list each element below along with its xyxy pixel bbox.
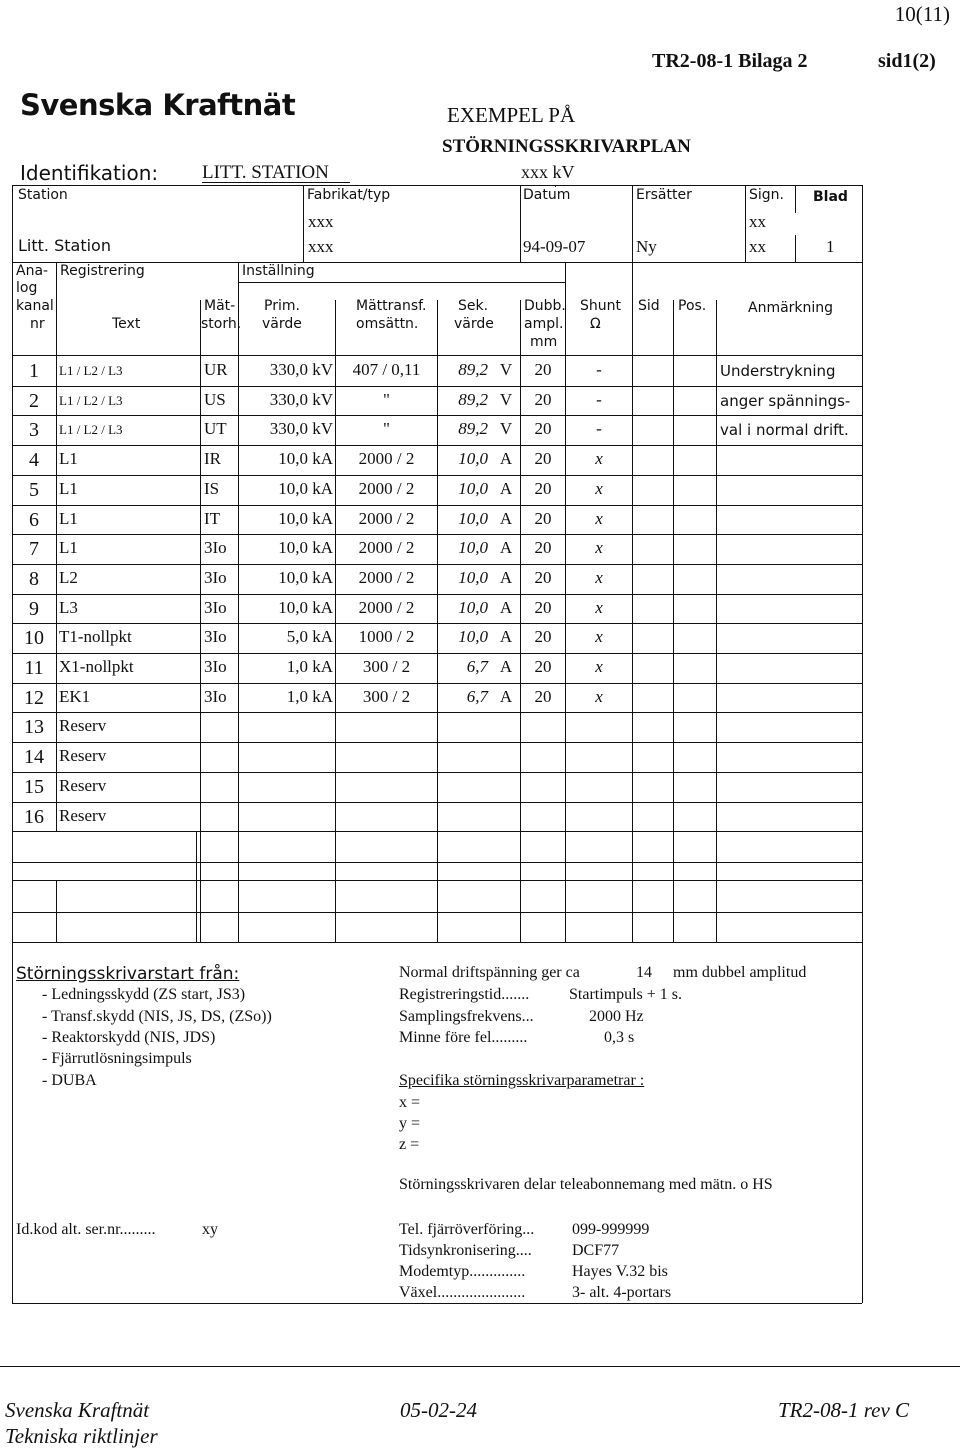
row-text: L1 / L2 / L3 [59, 392, 123, 408]
row-dubb-ampl: 20 [534, 627, 552, 647]
brand-logo-text: Svenska Kraftnät [20, 88, 296, 122]
row-primvarde: 10,0 kA [278, 508, 333, 528]
kanal-header: kanal [16, 298, 54, 314]
row-divider [12, 683, 862, 684]
row-primvarde: 1,0 kA [286, 657, 333, 676]
sampling-value: 2000 Hz [589, 1008, 644, 1025]
row-unit: A [499, 567, 513, 587]
row-number: 10 [24, 627, 44, 650]
row-sekvarde: 6,7 [466, 657, 488, 676]
fabrikat-value-1: xxx [308, 212, 334, 231]
row-primvarde: 10,0 kA [278, 567, 333, 587]
row-dubb-ampl: 20 [534, 478, 552, 498]
nr-header: nr [30, 316, 45, 332]
tidsynk-value: DCF77 [572, 1242, 620, 1259]
row-number: 7 [29, 538, 39, 561]
fabrikat-value-2: xxx [308, 237, 334, 256]
row-primvarde: 330,0 kV [269, 389, 333, 409]
blad-header: Blad [813, 189, 848, 205]
matstorhet-header-2: storh. [201, 316, 242, 332]
text-header: Text [112, 316, 141, 332]
normal-unit: mm dubbel amplitud [673, 964, 807, 981]
row-omsattning: 407 / 0,11 [352, 360, 421, 379]
sheet-number: sid1(2) [878, 50, 936, 72]
row-matstorhet: IS [204, 478, 220, 498]
regtid-value: Startimpuls + 1 s. [569, 986, 683, 1003]
row-text: Reserv [59, 775, 107, 795]
dubb-header-3: mm [530, 334, 558, 350]
installning-header: Inställning [242, 263, 315, 279]
row-unit: A [499, 449, 513, 469]
sekvarde-header-1: Sek. [458, 298, 489, 314]
row-matstorhet: 3Io [204, 538, 227, 558]
row-text: L1 [59, 508, 78, 528]
footer-guidelines: Tekniska riktlinjer [5, 1424, 158, 1448]
row-shunt: x [595, 478, 603, 498]
row-matstorhet: 3Io [204, 597, 227, 617]
identification-value: LITT. STATION [202, 162, 329, 183]
sign-value-1: xx [749, 212, 766, 231]
row-dubb-ampl: 20 [534, 389, 552, 409]
row-unit: A [499, 538, 513, 558]
modem-label: Modemtyp.............. [399, 1263, 526, 1280]
row-note: Understrykning [720, 362, 836, 380]
tel-label: Tel. fjärröverföring... [399, 1221, 535, 1238]
row-unit: A [499, 627, 513, 647]
row-text: L1 / L2 / L3 [59, 363, 123, 378]
row-primvarde: 330,0 kV [269, 419, 333, 439]
document-reference: TR2-08-1 Bilaga 2 [652, 50, 808, 72]
row-matstorhet: IT [204, 508, 221, 528]
row-shunt: x [595, 449, 603, 469]
row-divider [12, 772, 862, 773]
row-number: 4 [29, 449, 39, 472]
row-number: 1 [29, 360, 39, 382]
row-sekvarde: 10,0 [458, 508, 488, 528]
row-text: Reserv [59, 716, 107, 736]
row-matstorhet: 3Io [204, 627, 227, 647]
blad-value: 1 [826, 237, 835, 256]
row-sekvarde: 10,0 [458, 478, 488, 498]
row-divider [12, 742, 862, 743]
row-sekvarde: 10,0 [458, 597, 488, 617]
start-item-1: - Ledningsskydd (ZS start, JS3) [42, 986, 246, 1003]
row-matstorhet: UT [204, 419, 227, 439]
row-shunt: x [595, 657, 603, 676]
row-omsattning: 2000 / 2 [358, 597, 415, 617]
analog-header-2: log [16, 280, 38, 296]
mattransf-header-1: Mättransf. [356, 298, 427, 314]
row-sekvarde: 89,2 [458, 389, 488, 409]
row-matstorhet: IR [204, 449, 221, 469]
row-divider [12, 564, 862, 565]
fabrikat-header: Fabrikat/typ [307, 187, 391, 203]
row-primvarde: 10,0 kA [278, 538, 333, 558]
row-text: L2 [59, 567, 78, 587]
footer-rule [0, 1366, 960, 1367]
row-omsattning: 1000 / 2 [358, 627, 415, 647]
row-text: L1 [59, 449, 78, 469]
page-number: 10(11) [894, 2, 950, 26]
row-dubb-ampl: 20 [534, 686, 552, 706]
start-item-2: - Transf.skydd (NIS, JS, DS, (ZSo)) [42, 1008, 272, 1025]
minne-value: 0,3 s [604, 1029, 635, 1046]
footer-revision: TR2-08-1 rev C [778, 1398, 910, 1422]
row-text: Reserv [59, 746, 107, 766]
row-shunt: x [595, 538, 603, 558]
row-omsattning: 2000 / 2 [358, 508, 415, 528]
row-shunt: x [595, 508, 603, 528]
row-sekvarde: 10,0 [458, 627, 488, 647]
row-shunt: - [596, 360, 602, 379]
row-number: 6 [29, 508, 39, 531]
row-primvarde: 330,0 kV [269, 360, 333, 379]
row-sekvarde: 10,0 [458, 449, 488, 469]
row-text: T1-nollpkt [59, 627, 132, 647]
identification-label: Identifikation: [20, 161, 159, 185]
vaxel-label: Växel...................... [399, 1284, 526, 1301]
row-unit: A [499, 657, 513, 676]
row-text: L3 [59, 597, 78, 617]
row-unit: A [499, 478, 513, 498]
row-number: 13 [24, 716, 44, 739]
datum-value: 94-09-07 [523, 237, 586, 256]
row-number: 12 [24, 686, 44, 709]
example-title-line1: EXEMPEL PÅ [447, 103, 576, 127]
row-number: 9 [29, 597, 39, 620]
row-omsattning: 2000 / 2 [358, 478, 415, 498]
row-omsattning: 2000 / 2 [358, 449, 415, 469]
empty-row-divider [12, 880, 862, 881]
pos-header: Pos. [678, 298, 707, 314]
row-text: L1 / L2 / L3 [59, 422, 123, 438]
station-header: Station [18, 187, 68, 203]
dubb-header-1: Dubb. [524, 298, 566, 314]
row-divider [12, 505, 862, 506]
shunt-header-2: Ω [590, 316, 601, 332]
idkod-value: xy [202, 1221, 218, 1238]
sign-value-2: xx [749, 237, 766, 256]
row-dubb-ampl: 20 [534, 567, 552, 587]
row-number: 8 [29, 567, 39, 590]
modem-value: Hayes V.32 bis [572, 1263, 668, 1280]
tel-value: 099-999999 [572, 1221, 650, 1238]
row-number: 5 [29, 478, 39, 501]
row-dubb-ampl: 20 [534, 508, 552, 528]
row-dubb-ampl: 20 [534, 360, 552, 379]
row-note: anger spännings- [720, 391, 851, 410]
dubb-header-2: ampl. [524, 316, 564, 332]
anmarkning-header: Anmärkning [748, 300, 834, 316]
row-matstorhet: 3Io [204, 657, 227, 676]
registrering-header: Registrering [60, 263, 145, 279]
row-number: 16 [24, 805, 44, 828]
row-omsattning: 300 / 2 [362, 686, 411, 706]
row-divider [12, 653, 862, 654]
start-item-4: - Fjärrutlösningsimpuls [42, 1050, 192, 1067]
row-divider [12, 712, 862, 713]
row-primvarde: 5,0 kA [286, 627, 333, 647]
row-omsattning: " [383, 419, 390, 439]
spec-title: Specifika störningsskrivarparametrar : [399, 1072, 645, 1089]
row-unit: A [499, 508, 513, 528]
row-divider [12, 534, 862, 535]
minne-label: Minne före fel......... [399, 1029, 528, 1046]
row-text: EK1 [59, 686, 91, 706]
sign-header: Sign. [749, 187, 784, 203]
row-matstorhet: US [204, 389, 226, 409]
param-z: z = [399, 1136, 420, 1153]
row-unit: A [499, 597, 513, 617]
row-shunt: x [595, 567, 603, 587]
row-number: 2 [29, 389, 39, 412]
empty-row-divider [12, 912, 862, 913]
empty-row-divider [12, 862, 862, 863]
row-omsattning: " [383, 389, 390, 409]
param-x: x = [399, 1094, 421, 1111]
param-y: y = [399, 1115, 421, 1132]
ersatter-header: Ersätter [636, 187, 692, 203]
primvarde-header-1: Prim. [264, 298, 300, 314]
row-matstorhet: UR [204, 360, 228, 379]
row-dubb-ampl: 20 [534, 449, 552, 469]
sampling-label: Samplingsfrekvens... [399, 1008, 534, 1025]
sid-header: Sid [638, 298, 660, 314]
datum-header: Datum [523, 187, 571, 203]
row-omsattning: 2000 / 2 [358, 567, 415, 587]
row-sekvarde: 10,0 [458, 567, 488, 587]
row-divider [12, 594, 862, 595]
row-text: Reserv [59, 805, 107, 825]
normal-value: 14 [636, 964, 652, 981]
footer-date: 05-02-24 [400, 1398, 477, 1422]
start-item-5: - DUBA [42, 1072, 97, 1089]
row-sekvarde: 10,0 [458, 538, 488, 558]
row-primvarde: 10,0 kA [278, 449, 333, 469]
litt-station-label: Litt. Station [18, 236, 111, 255]
row-dubb-ampl: 20 [534, 538, 552, 558]
regtid-label: Registreringstid....... [399, 986, 530, 1003]
primvarde-header-2: värde [262, 316, 302, 332]
row-matstorhet: 3Io [204, 686, 227, 706]
mattransf-header-2: omsättn. [356, 316, 419, 332]
row-shunt: x [595, 597, 603, 617]
sekvarde-header-2: värde [454, 316, 494, 332]
ersatter-value: Ny [636, 237, 657, 256]
row-sekvarde: 6,7 [466, 686, 488, 706]
row-primvarde: 10,0 kA [278, 597, 333, 617]
row-sekvarde: 89,2 [458, 419, 488, 439]
row-sekvarde: 89,2 [458, 360, 488, 379]
row-number: 15 [24, 775, 44, 798]
normal-label: Normal driftspänning ger ca [399, 964, 580, 981]
row-divider [12, 623, 862, 624]
voltage-level: xxx kV [521, 162, 575, 182]
tidsynk-label: Tidsynkronisering.... [399, 1242, 532, 1259]
start-title: Störningsskrivarstart från: [16, 964, 240, 984]
row-divider [12, 386, 862, 387]
row-divider [12, 802, 862, 803]
identification-underline [202, 182, 350, 183]
row-shunt: x [595, 627, 603, 647]
footer-company: Svenska Kraftnät [5, 1398, 150, 1422]
row-omsattning: 300 / 2 [362, 657, 411, 676]
row-divider [12, 415, 862, 416]
row-unit: A [499, 686, 513, 706]
vaxel-value: 3- alt. 4-portars [572, 1284, 672, 1301]
row-omsattning: 2000 / 2 [358, 538, 415, 558]
row-primvarde: 1,0 kA [286, 686, 333, 706]
row-unit: V [499, 419, 513, 439]
start-item-3: - Reaktorskydd (NIS, JDS) [42, 1029, 216, 1046]
row-dubb-ampl: 20 [534, 419, 552, 439]
row-divider [12, 475, 862, 476]
row-text: L1 [59, 478, 78, 498]
row-number: 14 [24, 746, 44, 769]
row-divider [12, 445, 862, 446]
row-text: L1 [59, 538, 78, 558]
row-shunt: x [595, 686, 603, 706]
row-unit: V [499, 389, 513, 409]
row-number: 3 [29, 419, 39, 442]
matstorhet-header-1: Mät- [204, 298, 236, 314]
row-primvarde: 10,0 kA [278, 478, 333, 498]
row-divider [12, 831, 862, 832]
row-unit: V [499, 360, 513, 379]
row-note: val i normal drift. [720, 421, 849, 440]
idkod-label: Id.kod alt. ser.nr......... [16, 1221, 156, 1238]
analog-header-1: Ana- [16, 263, 49, 279]
row-matstorhet: 3Io [204, 567, 227, 587]
row-number: 11 [24, 657, 44, 679]
example-title-line2: STÖRNINGSSKRIVARPLAN [442, 136, 691, 157]
row-shunt: - [596, 419, 602, 439]
teleabonnemang-note: Störningsskrivaren delar teleabonnemang med mätn. o HS [399, 1176, 773, 1193]
row-dubb-ampl: 20 [534, 657, 552, 676]
row-shunt: - [596, 389, 602, 409]
row-dubb-ampl: 20 [534, 597, 552, 617]
shunt-header-1: Shunt [580, 298, 621, 314]
row-text: X1-nollpkt [59, 657, 134, 676]
